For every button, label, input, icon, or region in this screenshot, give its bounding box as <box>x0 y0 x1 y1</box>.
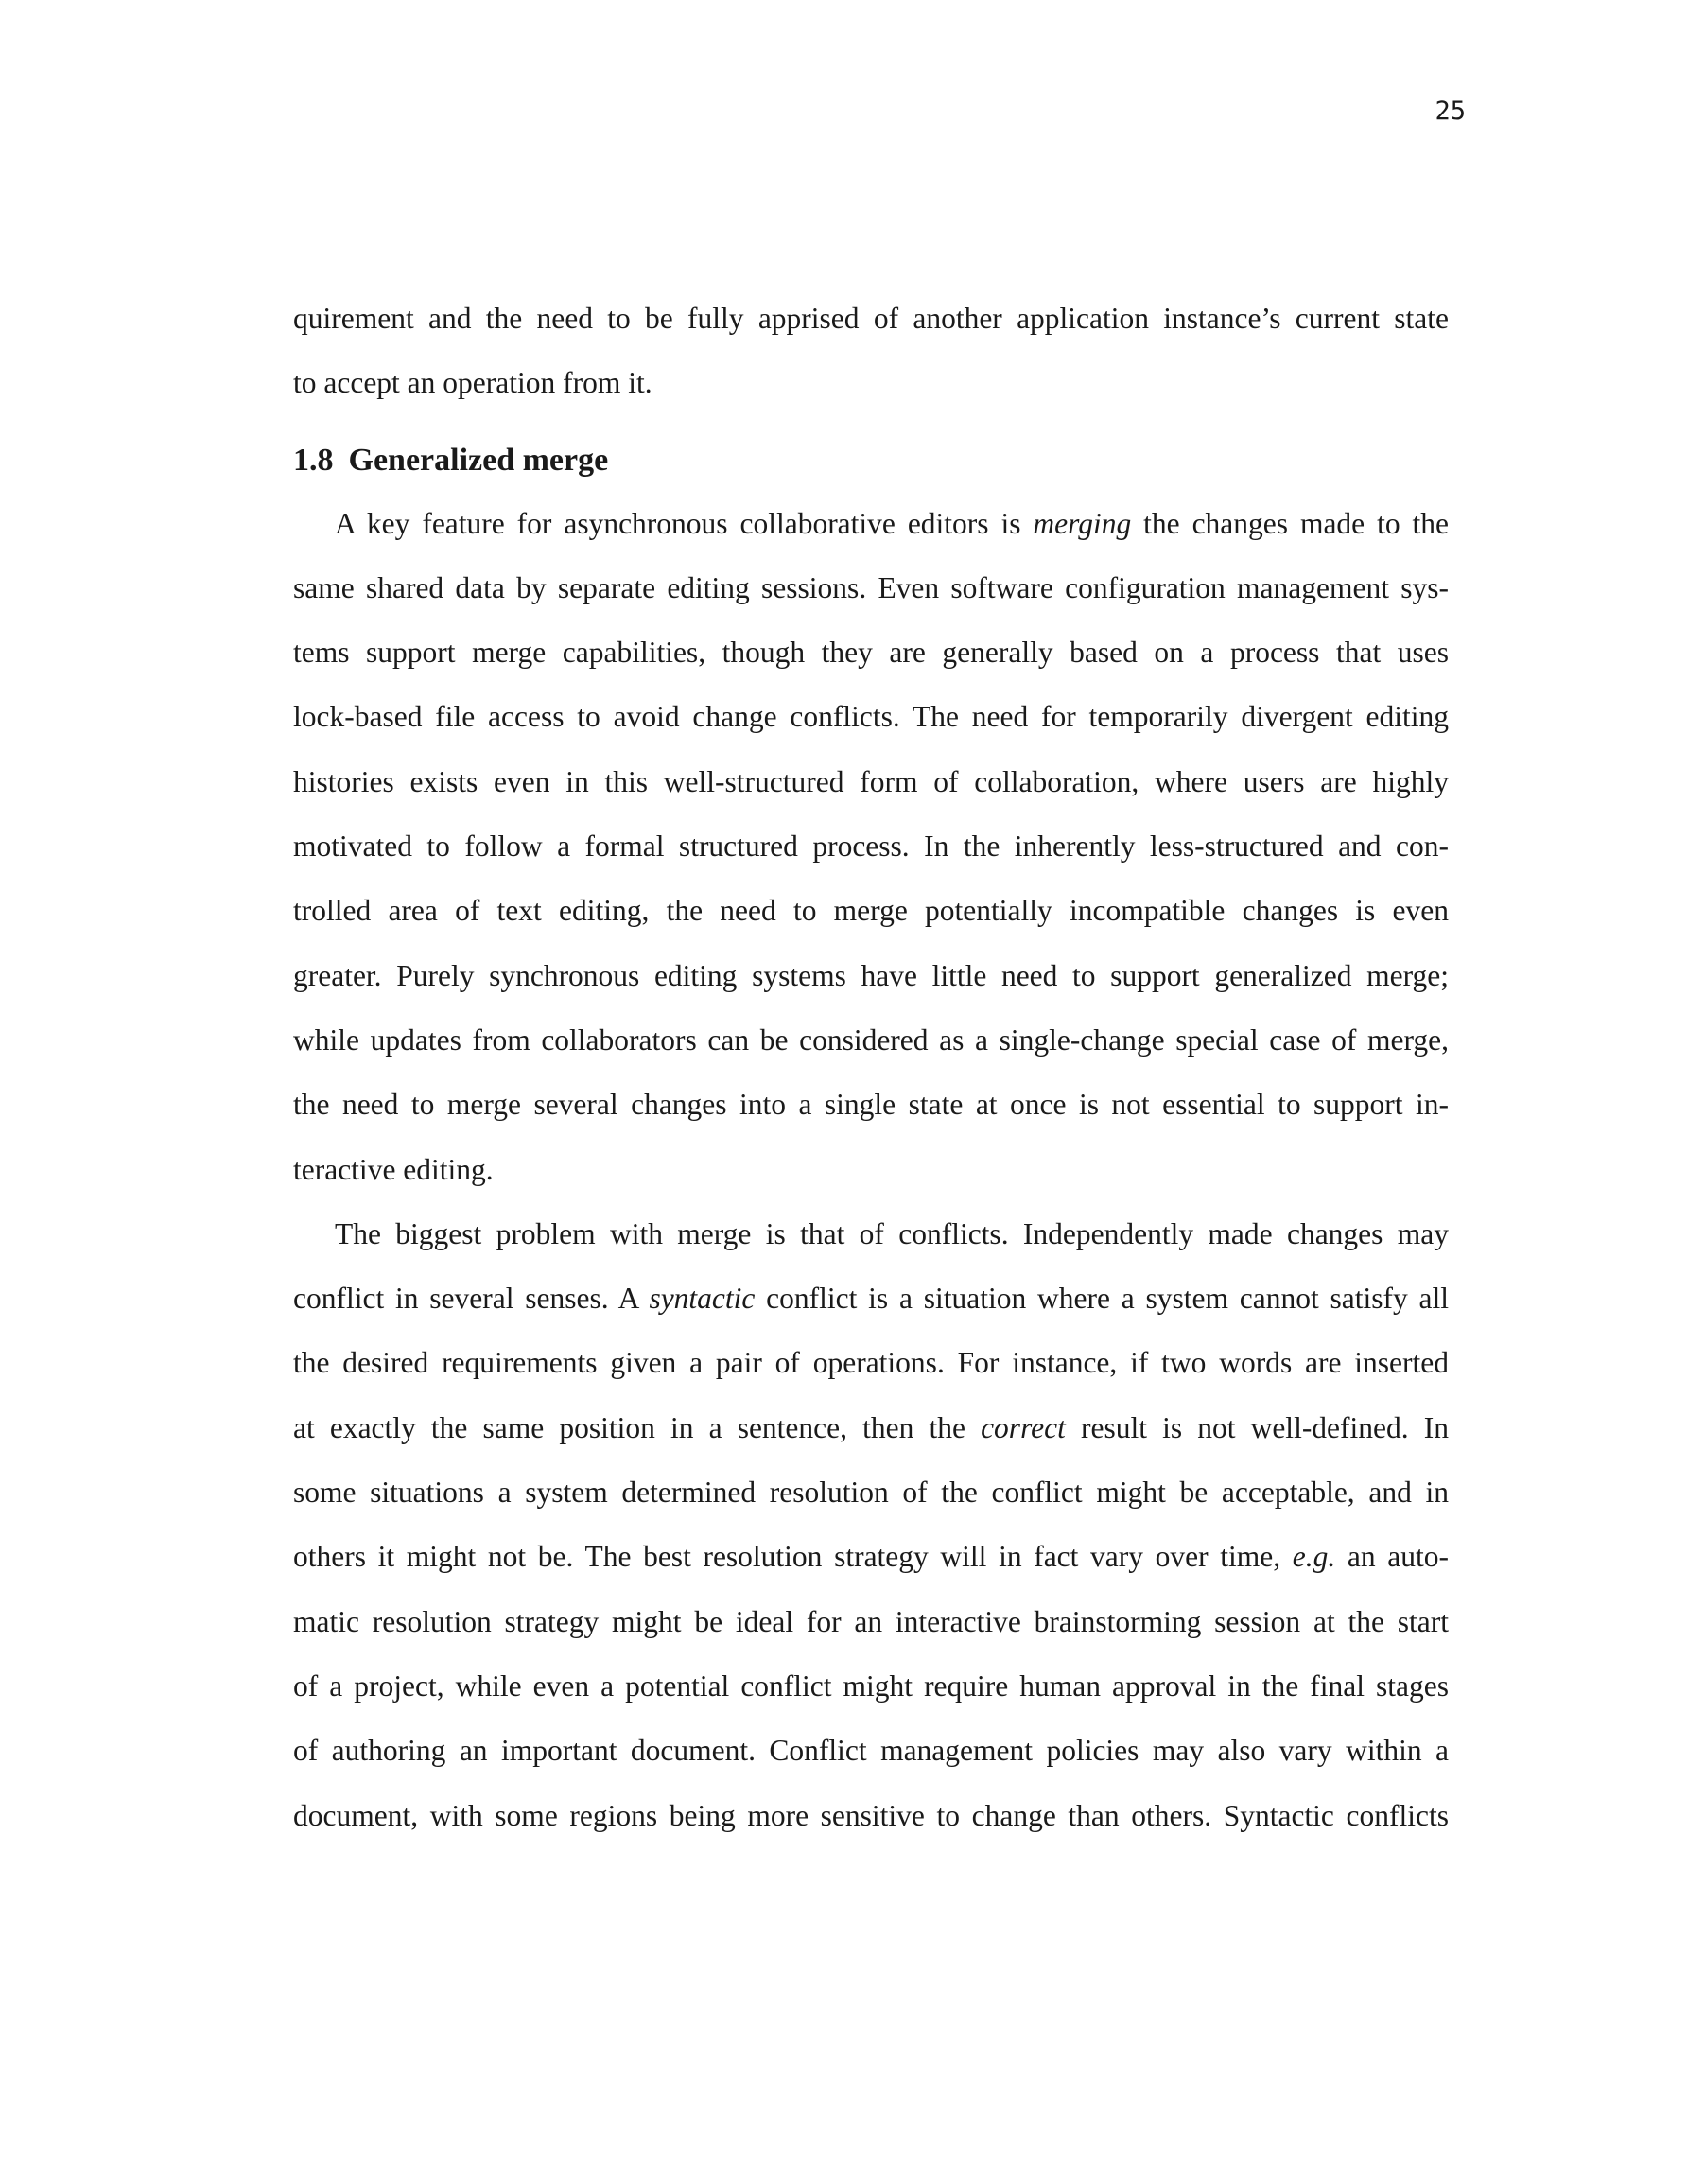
paragraph-line: tems support merge capabilities, though they are generally based on a process that uses <box>293 636 1449 670</box>
paragraph-line: while updates from collaborators can be considered as a single-change special case of merge, <box>293 1022 1449 1057</box>
paragraph-line: some situations a system determined resolution of the conflict might be acceptable, and in <box>293 1476 1449 1510</box>
paragraph-line: matic resolution strategy might be ideal for an interactive brainstorming session at the start <box>293 1604 1449 1638</box>
paragraph-line: histories exists even in this well-structured form of collaboration, where users are highly <box>293 764 1449 798</box>
paragraph-line: the desired requirements given a pair of operations. For instance, if two words are inserted <box>293 1346 1449 1380</box>
text-run: at exactly the same position in a sentence, then the <box>293 1410 982 1444</box>
paragraph-line: The biggest problem with merge is that of conflicts. Independently made changes may <box>335 1216 1449 1250</box>
paragraph-line: teractive editing. <box>293 1152 494 1186</box>
emphasis-text: syntactic <box>649 1282 756 1316</box>
paragraph-line: of authoring an important document. Conflict management policies may also vary within a <box>293 1734 1449 1768</box>
text-run: conflict in several senses. A <box>293 1282 650 1316</box>
section-title: Generalized merge <box>348 442 609 478</box>
text-run: the changes made to the <box>1131 506 1449 540</box>
paragraph-line: motivated to follow a formal structured process. In the inherently less-structured and con- <box>293 830 1449 864</box>
paragraph-line: greater. Purely synchronous editing systems have little need to support generalized merge; <box>293 958 1449 992</box>
paragraph-line: lock-based file access to avoid change conflicts. The need for temporarily divergent editing <box>293 700 1449 734</box>
page-body <box>293 287 1449 1848</box>
text-run: conflict is a situation where a system cannot satisfy all <box>755 1282 1449 1316</box>
text-run: A key feature for asynchronous collaborative editors is <box>335 506 1034 540</box>
paragraph-line <box>293 1267 1449 1331</box>
paragraph-line <box>293 1525 1449 1589</box>
text-run: an auto- <box>1335 1540 1449 1574</box>
paragraph-line <box>293 1396 1449 1460</box>
section-heading <box>293 441 1449 480</box>
emphasis-text: correct <box>981 1410 1066 1444</box>
paragraph-line <box>293 492 1449 556</box>
paragraph-line: of a project, while even a potential conflict might require human approval in the final stages <box>293 1669 1449 1703</box>
text-run: others it might not be. The best resolution strategy will in fact vary over time, <box>293 1540 1293 1574</box>
text-run: result is not well-defined. In <box>1065 1410 1449 1444</box>
paragraph-line: document, with some regions being more sensitive to change than others. Syntactic conflicts <box>293 1798 1449 1832</box>
emphasis-text: merging <box>1033 506 1132 540</box>
section-number: 1.8 <box>293 442 334 478</box>
paragraph-line: the need to merge several changes into a single state at once is not essential to support in- <box>293 1088 1449 1122</box>
intro-line: to accept an operation from it. <box>293 366 652 400</box>
intro-line: quirement and the need to be fully apprised of another application instance’s current state <box>293 302 1449 335</box>
emphasis-text: e.g. <box>1292 1540 1336 1574</box>
paragraph-line: same shared data by separate editing sessions. Even software configuration management sys- <box>293 570 1449 604</box>
paragraph-line: trolled area of text editing, the need to merge potentially incompatible changes is even <box>293 894 1449 928</box>
page-number: 25 <box>1435 96 1466 126</box>
